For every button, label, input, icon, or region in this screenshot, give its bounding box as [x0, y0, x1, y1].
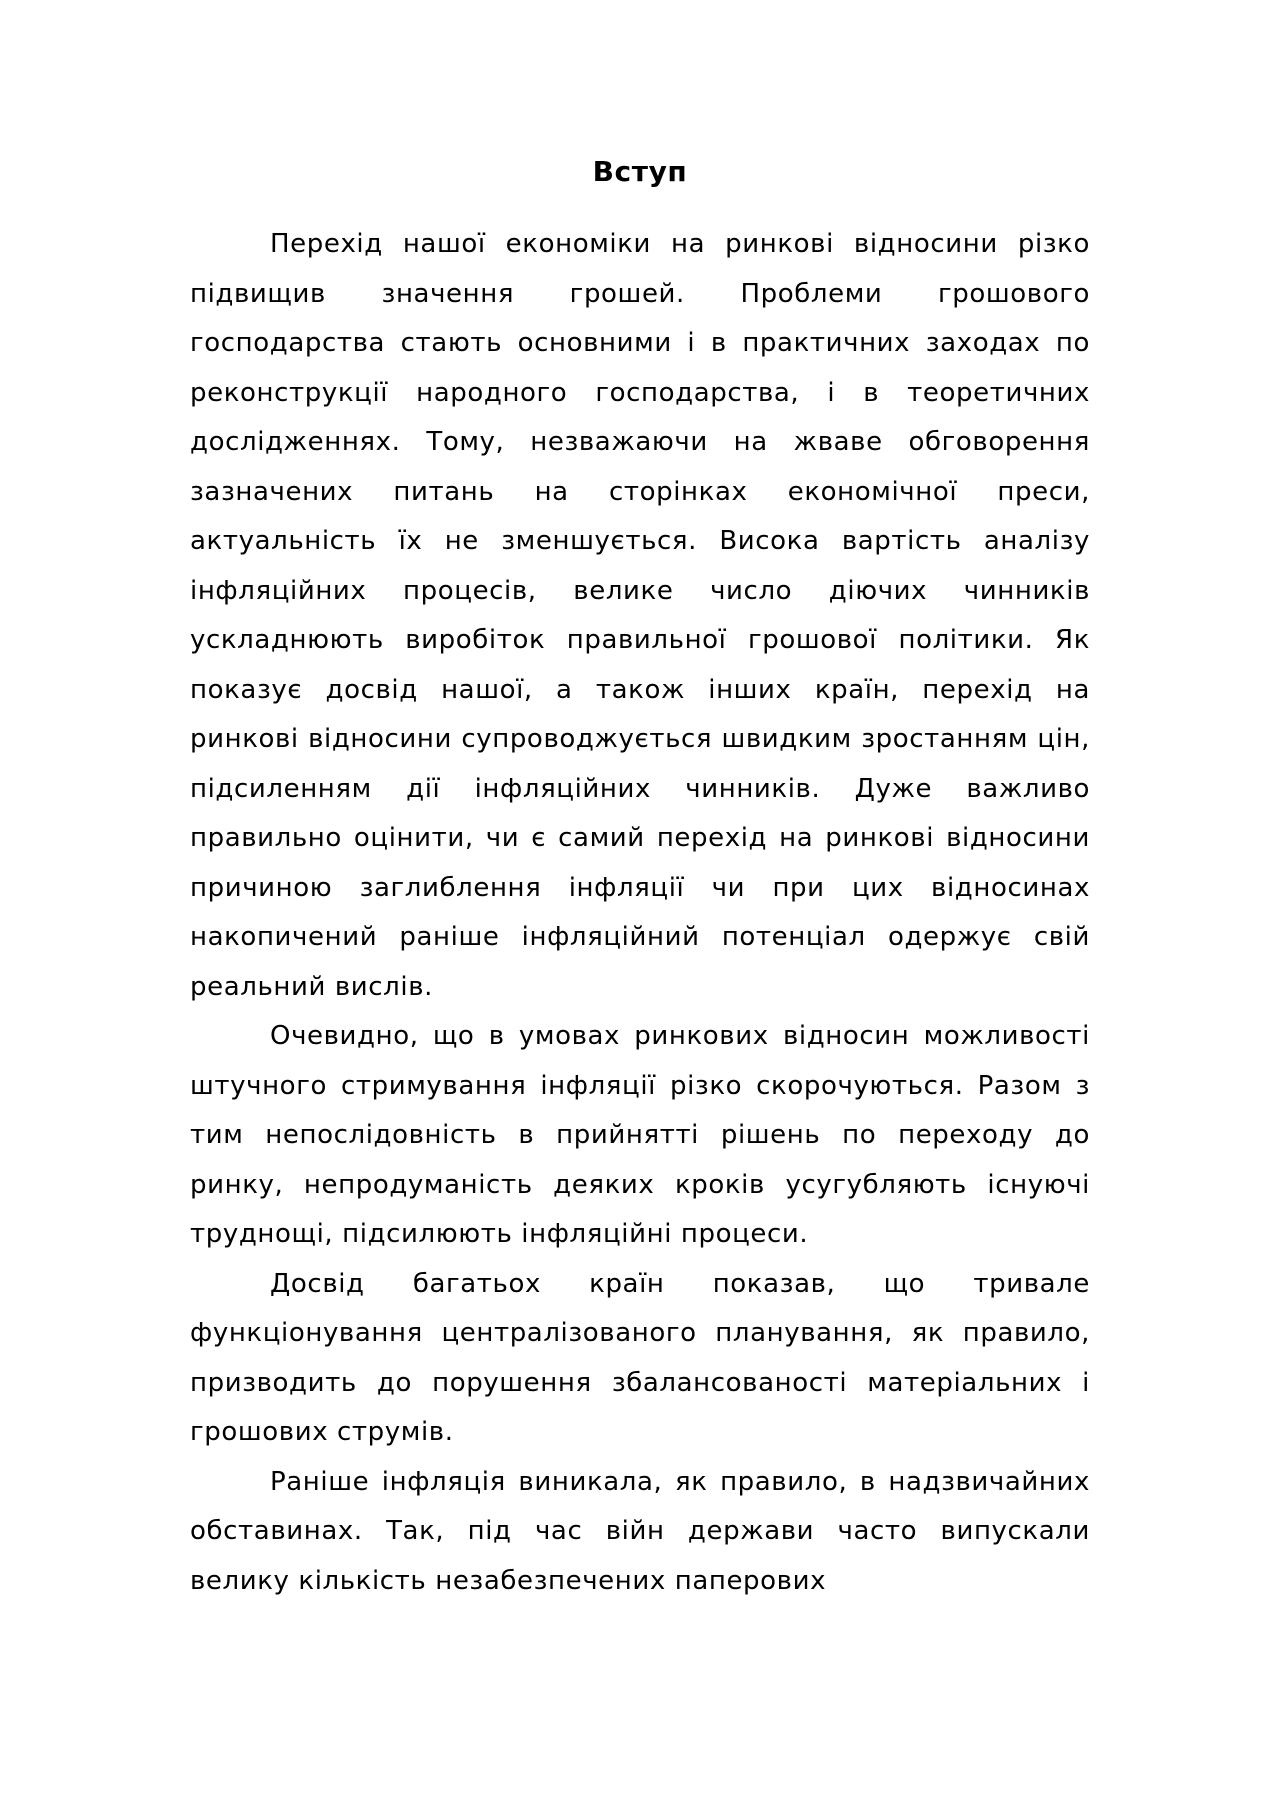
paragraph-2: Очевидно, що в умовах ринкових відносин можливості штучного стримування інфляції різко скорочуються. Разом з тим непослідовність в прийнятті рішень по переходу до ринку, непродуманість деяких кроків усугубляють існуючі труднощі, підсилюють інфляційні процеси. — [190, 1021, 1090, 1249]
document-body — [190, 150, 1090, 1606]
paragraph-1: Перехід нашої економіки на ринкові відносини різко підвищив значення грошей. Проблеми грошового господарства стають основними і в практичних заходах по реконструкції народного господарства, і в теоретичних дослідженнях. Тому, незважаючи на жваве обговорення зазначених питань на сторінках економічної преси, актуальність їх не зменшується. Висока вартість аналізу інфляційних процесів, велике число діючих чинників ускладнюють виробіток правильної грошової політики. Як показує досвід нашої, а також інших країн, перехід на ринкові відносини супроводжується швидким зростанням цін, підсиленням дії інфляційних чинників. Дуже важливо правильно оцінити, чи є самий перехід на ринкові відносини причиною заглиблення інфляції чи при цих відносинах накопичений раніше інфляційний потенціал одержує свій реальний вислів. — [190, 229, 1090, 1002]
paragraph-3: Досвід багатьох країн показав, що тривале функціонування централізованого планування, як правило, призводить до порушення збалансованості матеріальних і грошових струмів. — [190, 1268, 1090, 1447]
page-title: Вступ — [592, 155, 688, 188]
paragraph-4: Раніше інфляція виникала, як правило, в надзвичайних обставинах. Так, під час війн держави часто випускали велику кількість незабезпечених паперових — [190, 1466, 1090, 1596]
